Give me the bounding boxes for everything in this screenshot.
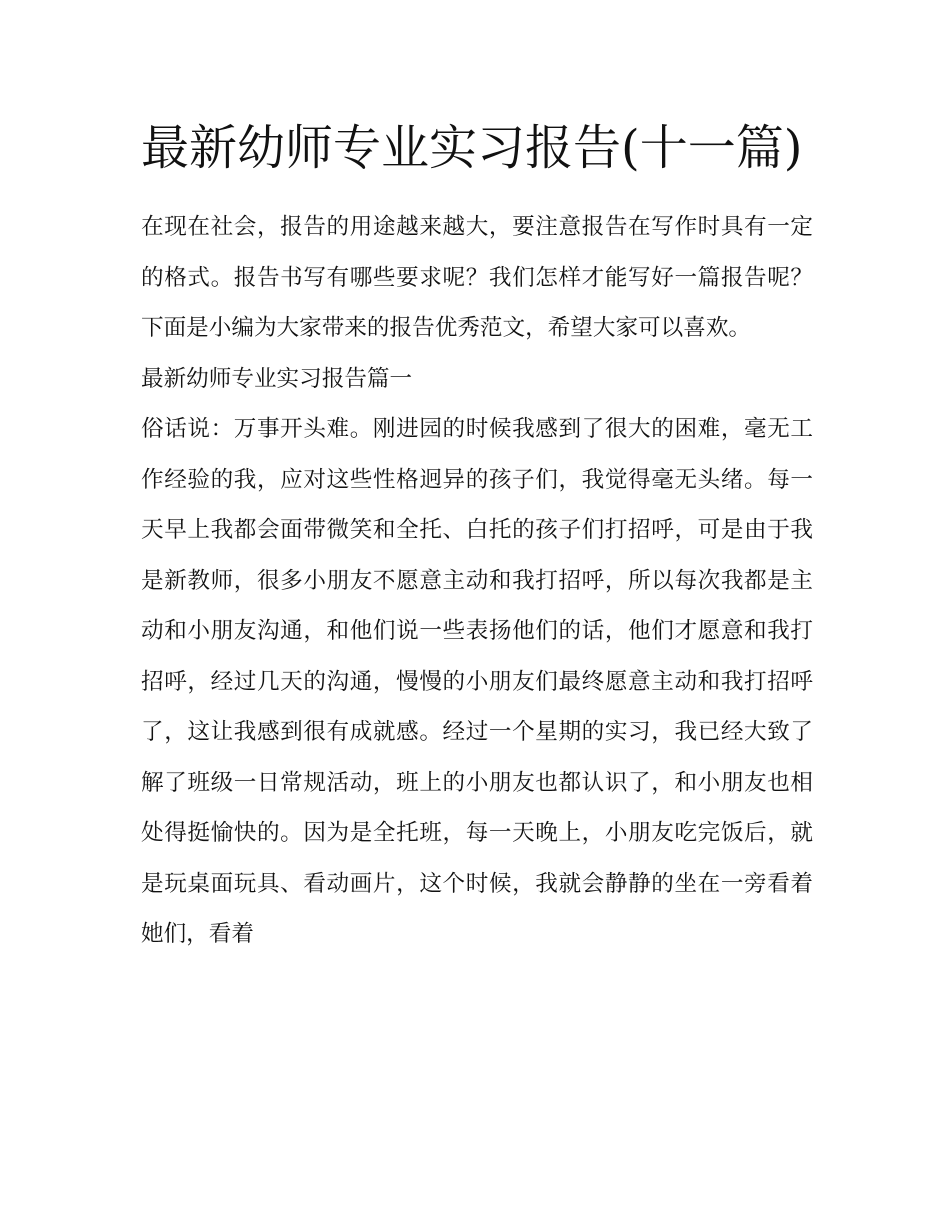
intro-paragraph: 在现在社会，报告的用途越来越大，要注意报告在写作时具有一定的格式。报告书写有哪些要求呢？我们怎样才能写好一篇报告呢？下面是小编为大家带来的报告优秀范文，希望大家可以喜欢。 [141, 214, 813, 341]
body-paragraph: 俗话说：万事开头难。刚进园的时候我感到了很大的困难，毫无工作经验的我，应对这些性格迥异的孩子们，我觉得毫无头绪。每一天早上我都会面带微笑和全托、白托的孩子们打招呼，可是由于我是新教师，很多小朋友不愿意主动和我打招呼，所以每次我都是主动和小朋友沟通，和他们说一些表扬他们的话，他们才愿意和我打招呼，经过几天的沟通，慢慢的小朋友们最终愿意主动和我打招呼了，这让我感到很有成就感。经过一个星期的实习，我已经大致了解了班级一日常规活动，班上的小朋友也都认识了，和小朋友也相处得挺愉快的。因为是全托班，每一天晚上，小朋友吃完饭后，就是玩桌面玩具、看动画片，这个时候，我就会静静的坐在一旁看着她们，看着 [141, 416, 813, 947]
section-heading: 最新幼师专业实习报告篇一 [141, 365, 413, 392]
document-title: 最新幼师专业实习报告(十一篇) [141, 120, 803, 176]
document-content [141, 108, 813, 960]
